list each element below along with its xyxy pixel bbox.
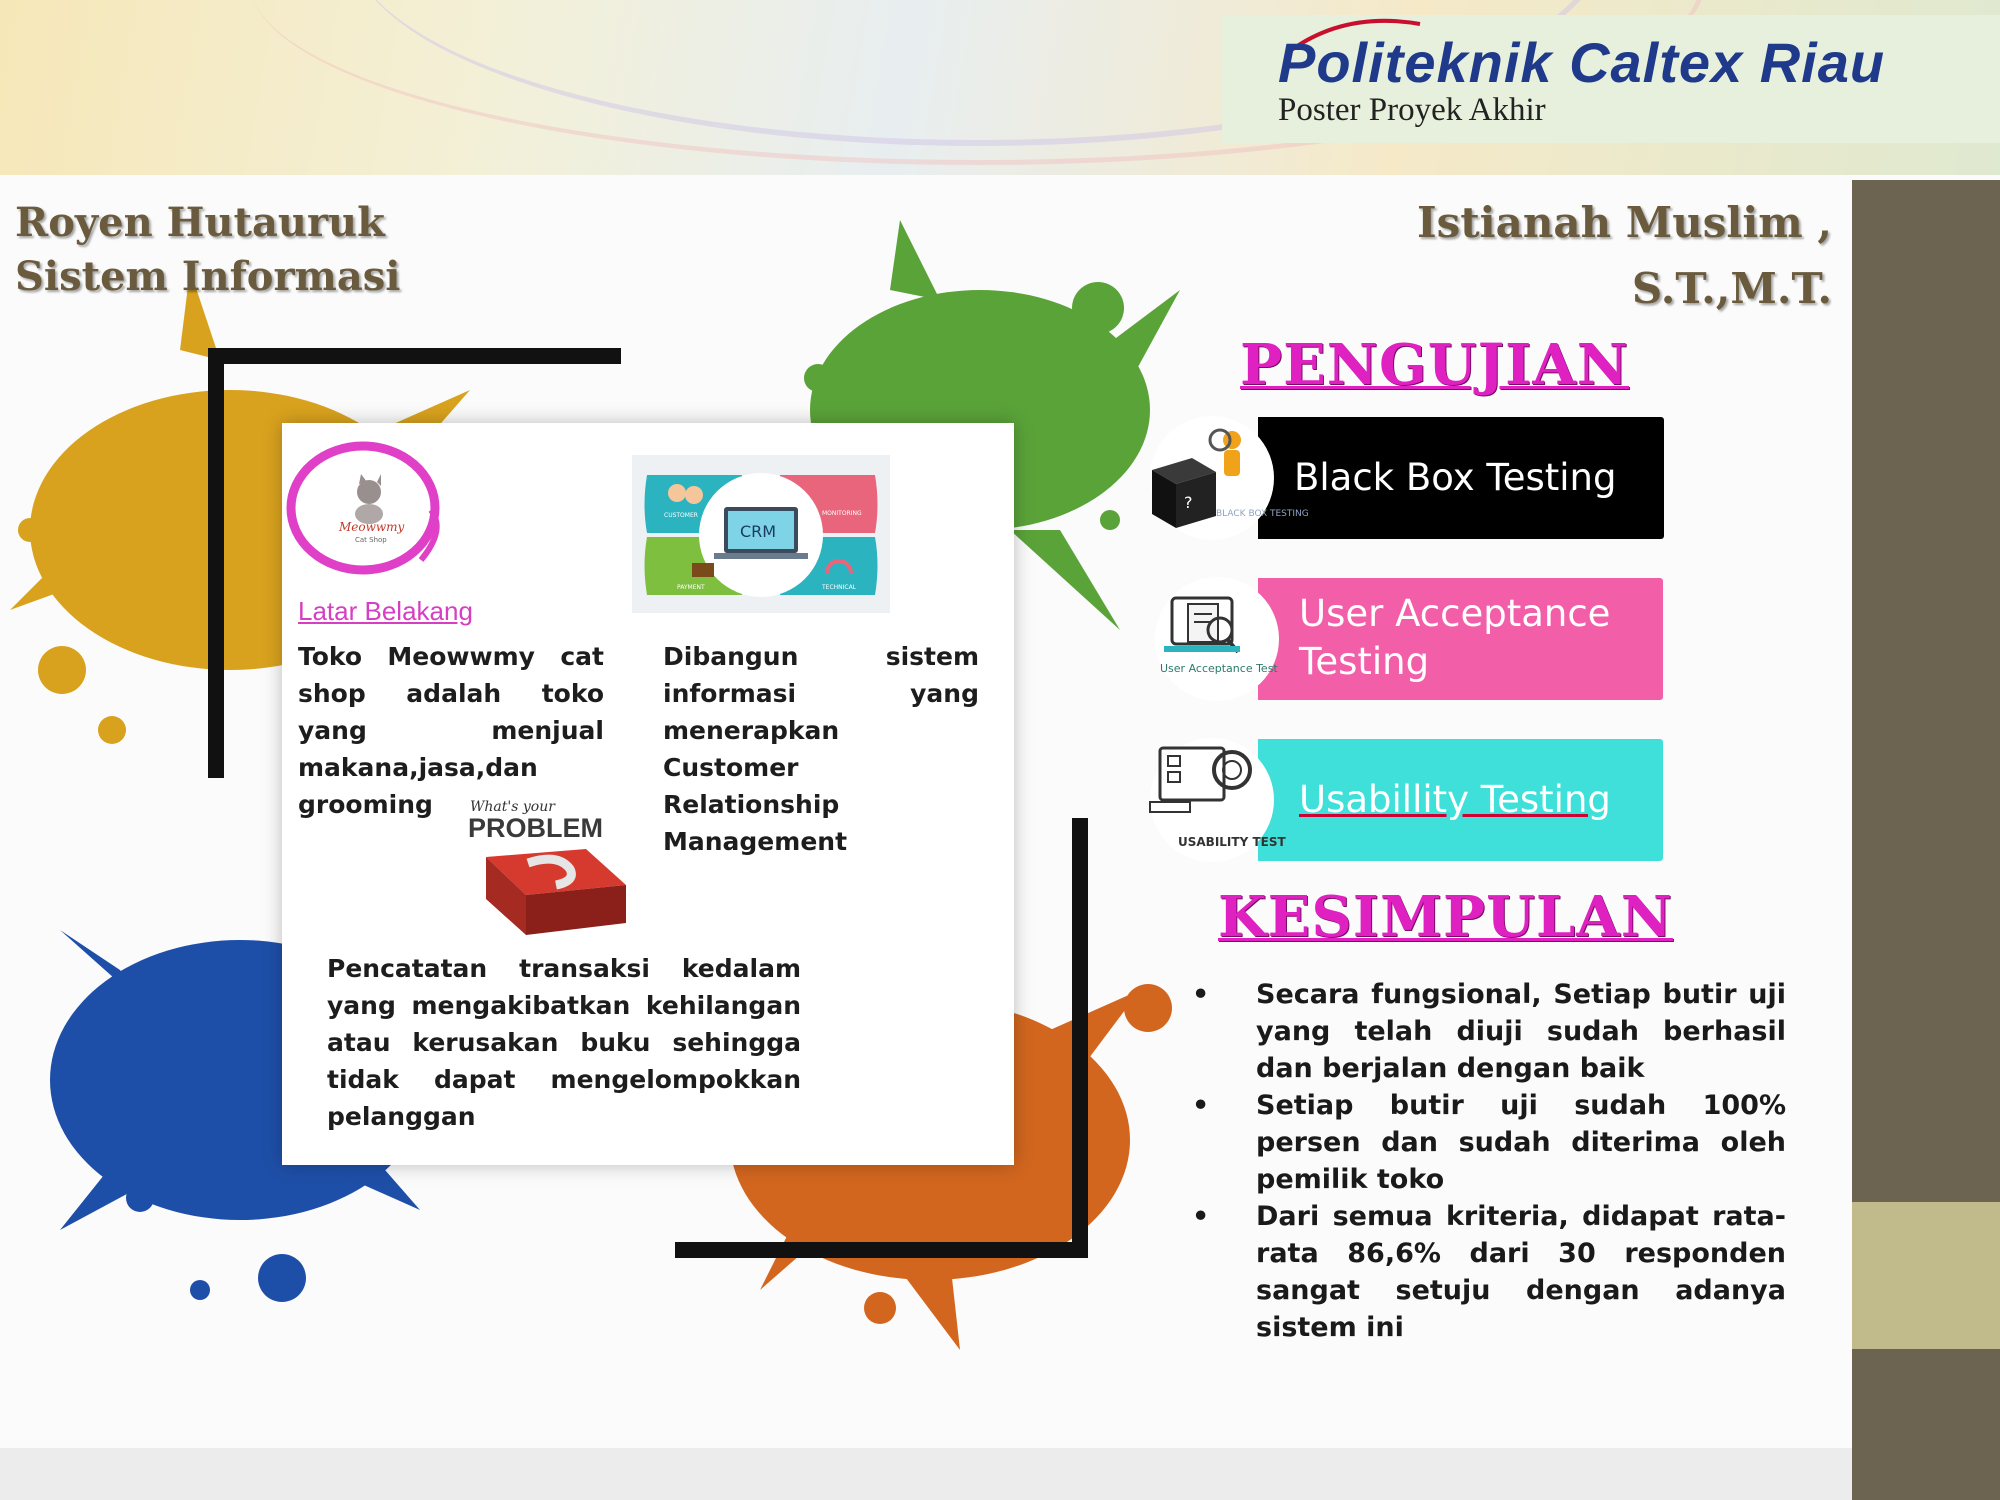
supervisor-title: S.T.,M.T. [1631, 264, 1832, 313]
svg-text:MONITORING: MONITORING [822, 510, 862, 517]
test-label-user-acceptance: User Acceptance Testing [1299, 592, 1611, 683]
test-label-usability: Usabillity Testing [1299, 778, 1611, 821]
frame-bracket [675, 1242, 1088, 1258]
frame-bracket [208, 348, 224, 778]
poster-subtitle: Poster Proyek Akhir [1278, 92, 1546, 128]
crm-center-label: CRM [740, 522, 777, 541]
supervisor-name: Istianah Muslim , [1416, 198, 1832, 247]
svg-text:?: ? [1184, 493, 1193, 512]
shop-logo-subtext: Cat Shop [355, 536, 387, 544]
svg-text:TECHNICAL: TECHNICAL [822, 584, 857, 591]
crm-cycle-icon [632, 455, 890, 613]
problem-question-icon [466, 795, 626, 943]
testing-heading: PENGUJIAN [1240, 332, 1629, 398]
list-item: • Secara fungsional, Setiap butir uji yang telah diuji sudah berhasil dan berjalan dengan baik [1192, 979, 1786, 1084]
solution-description: Dibangun sistem informasi yang menerapkan Customer Relationship Management [663, 642, 979, 856]
black-box-icon [1148, 420, 1309, 538]
test-label-black-box: Black Box Testing [1294, 456, 1617, 499]
svg-text:BLACK BOX TESTING: BLACK BOX TESTING [1216, 509, 1309, 519]
frame-bracket [208, 348, 621, 364]
svg-text:USABILITY TEST: USABILITY TEST [1178, 835, 1286, 849]
shop-logo-text: Meowwmy [339, 520, 405, 534]
svg-text:PROBLEM: PROBLEM [468, 813, 603, 843]
supervisor-block [1417, 190, 1832, 322]
side-strip [1852, 1349, 2000, 1500]
frame-bracket [1072, 818, 1088, 1258]
bottom-band [0, 1448, 1852, 1500]
shop-description: Toko Meowwmy cat shop adalah toko yang menjual makana,jasa,dan grooming [298, 642, 604, 819]
side-strip [1852, 180, 2000, 1202]
usability-test-icon [1150, 742, 1286, 862]
section-title-latar-belakang: Latar Belakang [298, 596, 473, 626]
list-item: • Setiap butir uji sudah 100% persen dan sudah diterima oleh pemilik toko [1192, 1090, 1786, 1195]
svg-text:PAYMENT: PAYMENT [677, 584, 705, 591]
institution-name: Politeknik Caltex Riau [1278, 31, 1886, 94]
svg-text:CUSTOMER: CUSTOMER [664, 512, 698, 519]
side-strip-accent [1852, 1202, 2000, 1349]
author-program: Sistem Informasi [15, 253, 401, 300]
svg-text:User Acceptance Test: User Acceptance Test [1160, 662, 1278, 675]
author-block [15, 196, 401, 304]
problem-statement: Pencatatan transaksi kedalam yang mengakibatkan kehilangan atau kerusakan buku sehingga tidak dapat mengelompokkan pelanggan [327, 954, 801, 1131]
author-name: Royen Hutauruk [15, 199, 385, 246]
conclusion-heading: KESIMPULAN [1218, 884, 1673, 950]
clipboard-magnifier-icon [1160, 590, 1280, 690]
svg-text:What's your: What's your [470, 799, 555, 815]
list-item: • Dari semua kriteria, didapat rata-rata 86,6% dari 30 responden sangat setuju dengan adanya sistem ini [1192, 1201, 1786, 1343]
conclusion-list [1188, 976, 1786, 1346]
shop-logo-icon [281, 430, 451, 580]
crm-diagram-image [632, 455, 890, 613]
